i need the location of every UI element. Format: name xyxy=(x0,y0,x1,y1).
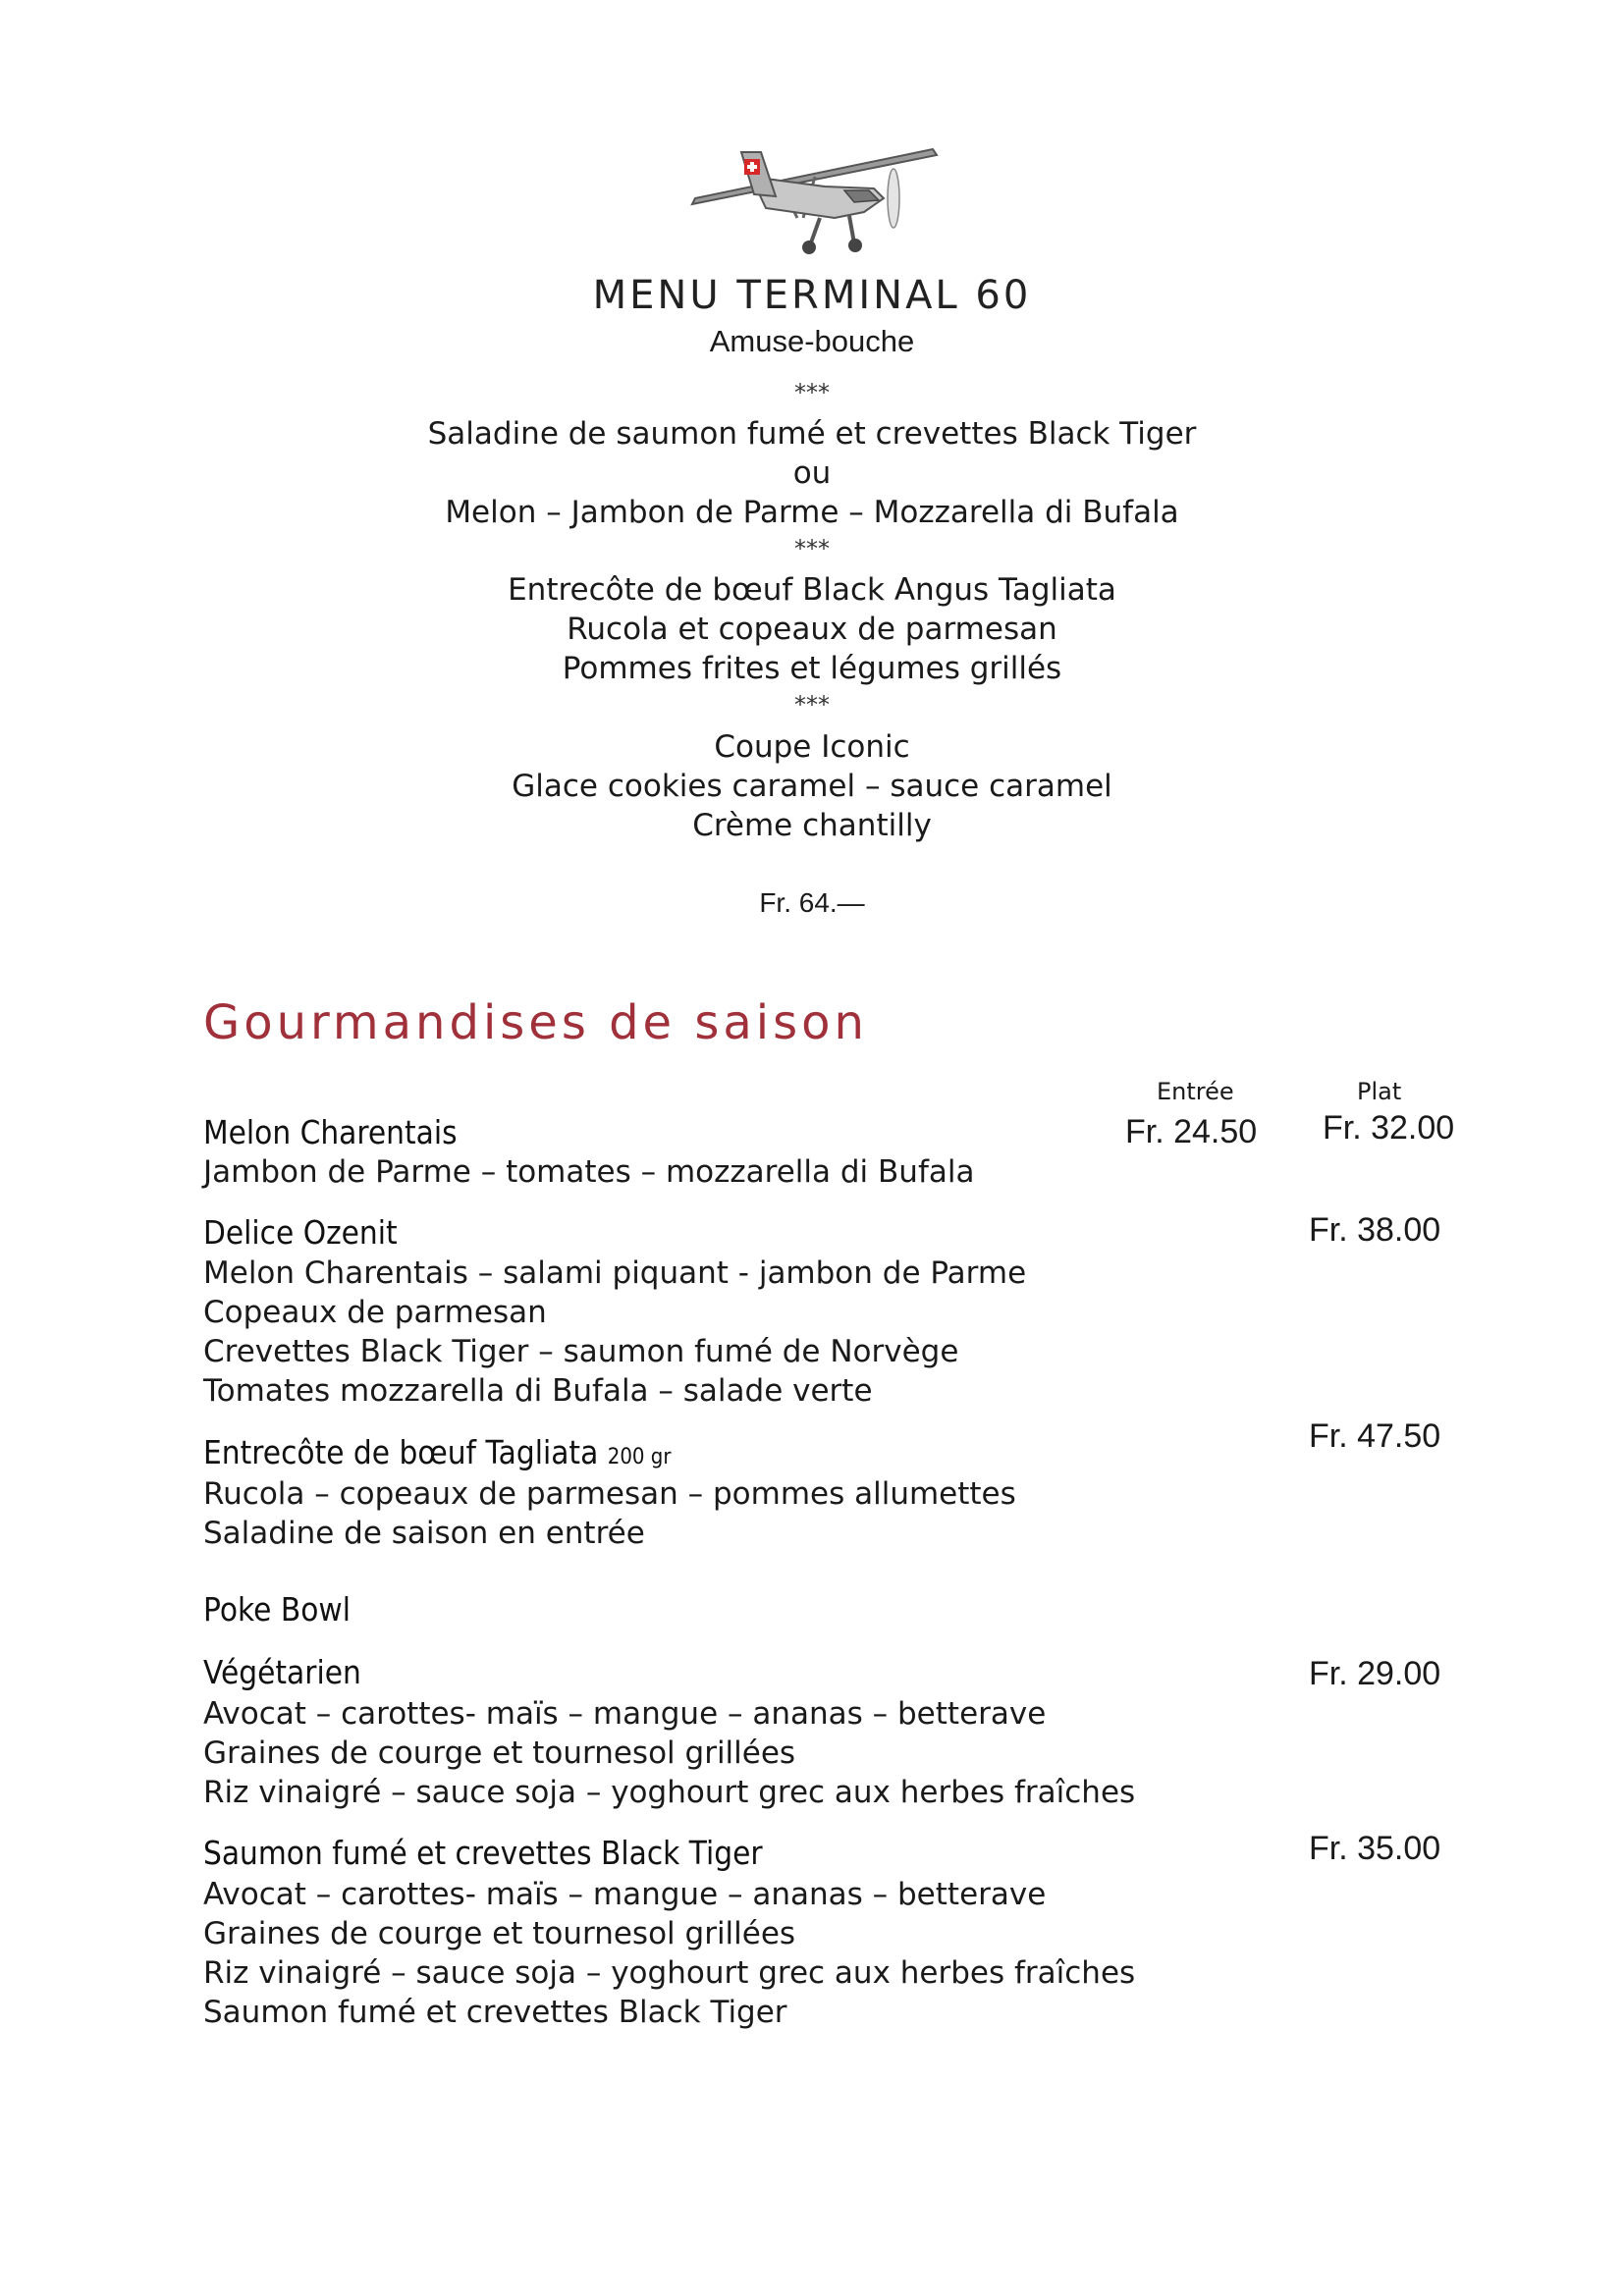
main-line-3: Pommes frites et légumes grillés xyxy=(562,651,1062,686)
starter-or: ou xyxy=(792,455,832,491)
dessert-line-1: Coupe Iconic xyxy=(714,729,910,765)
dessert-line-2: Glace cookies caramel – sauce caramel xyxy=(512,769,1112,804)
dish-price-plat: Fr. 47.50 xyxy=(1309,1417,1441,1455)
starter-option-1: Saladine de saumon fumé et crevettes Black Tiger xyxy=(427,416,1197,452)
dish-name: Delice Ozenit xyxy=(203,1213,398,1252)
poke-item-description: Graines de courge et tournesol grillées xyxy=(203,1916,796,1951)
poke-item-description: Avocat – carottes- maïs – mangue – ananas – betterave xyxy=(203,1877,1047,1912)
poke-item-name: Saumon fumé et crevettes Black Tiger xyxy=(203,1834,763,1872)
dish-price-plat: Fr. 38.00 xyxy=(1309,1211,1441,1249)
separator: *** xyxy=(794,535,830,562)
poke-item-description: Riz vinaigré – sauce soja – yoghourt grec aux herbes fraîches xyxy=(203,1775,1136,1810)
menu-price: Fr. 64.— xyxy=(759,887,865,918)
dish-description: Rucola – copeaux de parmesan – pommes allumettes xyxy=(203,1476,1016,1512)
dish-description: Jambon de Parme – tomates – mozzarella di Bufala xyxy=(203,1154,975,1190)
amuse-bouche: Amuse-bouche xyxy=(709,324,915,358)
dessert-line-3: Crème chantilly xyxy=(692,808,932,843)
column-header-plat: Plat xyxy=(1357,1078,1402,1105)
dish-price-entree: Fr. 24.50 xyxy=(1125,1113,1258,1150)
dish-weight: 200 gr xyxy=(607,1445,672,1469)
dish-description: Tomates mozzarella di Bufala – salade verte xyxy=(203,1373,873,1409)
main-line-1: Entrecôte de bœuf Black Angus Tagliata xyxy=(508,572,1116,608)
column-header-entree: Entrée xyxy=(1157,1078,1234,1105)
poke-item-price: Fr. 29.00 xyxy=(1309,1655,1441,1692)
dish-description: Copeaux de parmesan xyxy=(203,1295,547,1330)
separator: *** xyxy=(794,691,830,719)
main-line-2: Rucola et copeaux de parmesan xyxy=(567,612,1057,647)
dish-description: Saladine de saison en entrée xyxy=(203,1516,645,1551)
dish-name: Melon Charentais xyxy=(203,1113,458,1151)
dish-name xyxy=(203,1433,672,1471)
poke-item-description: Saumon fumé et crevettes Black Tiger xyxy=(203,1995,787,2030)
airplane-logo-icon xyxy=(687,137,943,260)
separator: *** xyxy=(794,379,830,406)
dish-name-text: Entrecôte de bœuf Tagliata xyxy=(203,1433,599,1471)
dish-description: Crevettes Black Tiger – saumon fumé de Norvège xyxy=(203,1334,959,1369)
dish-price-plat: Fr. 32.00 xyxy=(1323,1109,1455,1147)
section-title: Gourmandises de saison xyxy=(203,995,868,1050)
poke-item-description: Graines de courge et tournesol grillées xyxy=(203,1735,796,1771)
poke-item-description: Avocat – carottes- maïs – mangue – ananas – betterave xyxy=(203,1696,1047,1732)
poke-bowl-title: Poke Bowl xyxy=(203,1590,351,1629)
menu-title: MENU TERMINAL 60 xyxy=(592,273,1032,318)
poke-item-name: Végétarien xyxy=(203,1653,361,1691)
poke-item-price: Fr. 35.00 xyxy=(1309,1830,1441,1867)
starter-option-2: Melon – Jambon de Parme – Mozzarella di Bufala xyxy=(445,495,1179,530)
poke-item-description: Riz vinaigré – sauce soja – yoghourt grec aux herbes fraîches xyxy=(203,1955,1136,1991)
dish-description: Melon Charentais – salami piquant - jambon de Parme xyxy=(203,1255,1027,1291)
